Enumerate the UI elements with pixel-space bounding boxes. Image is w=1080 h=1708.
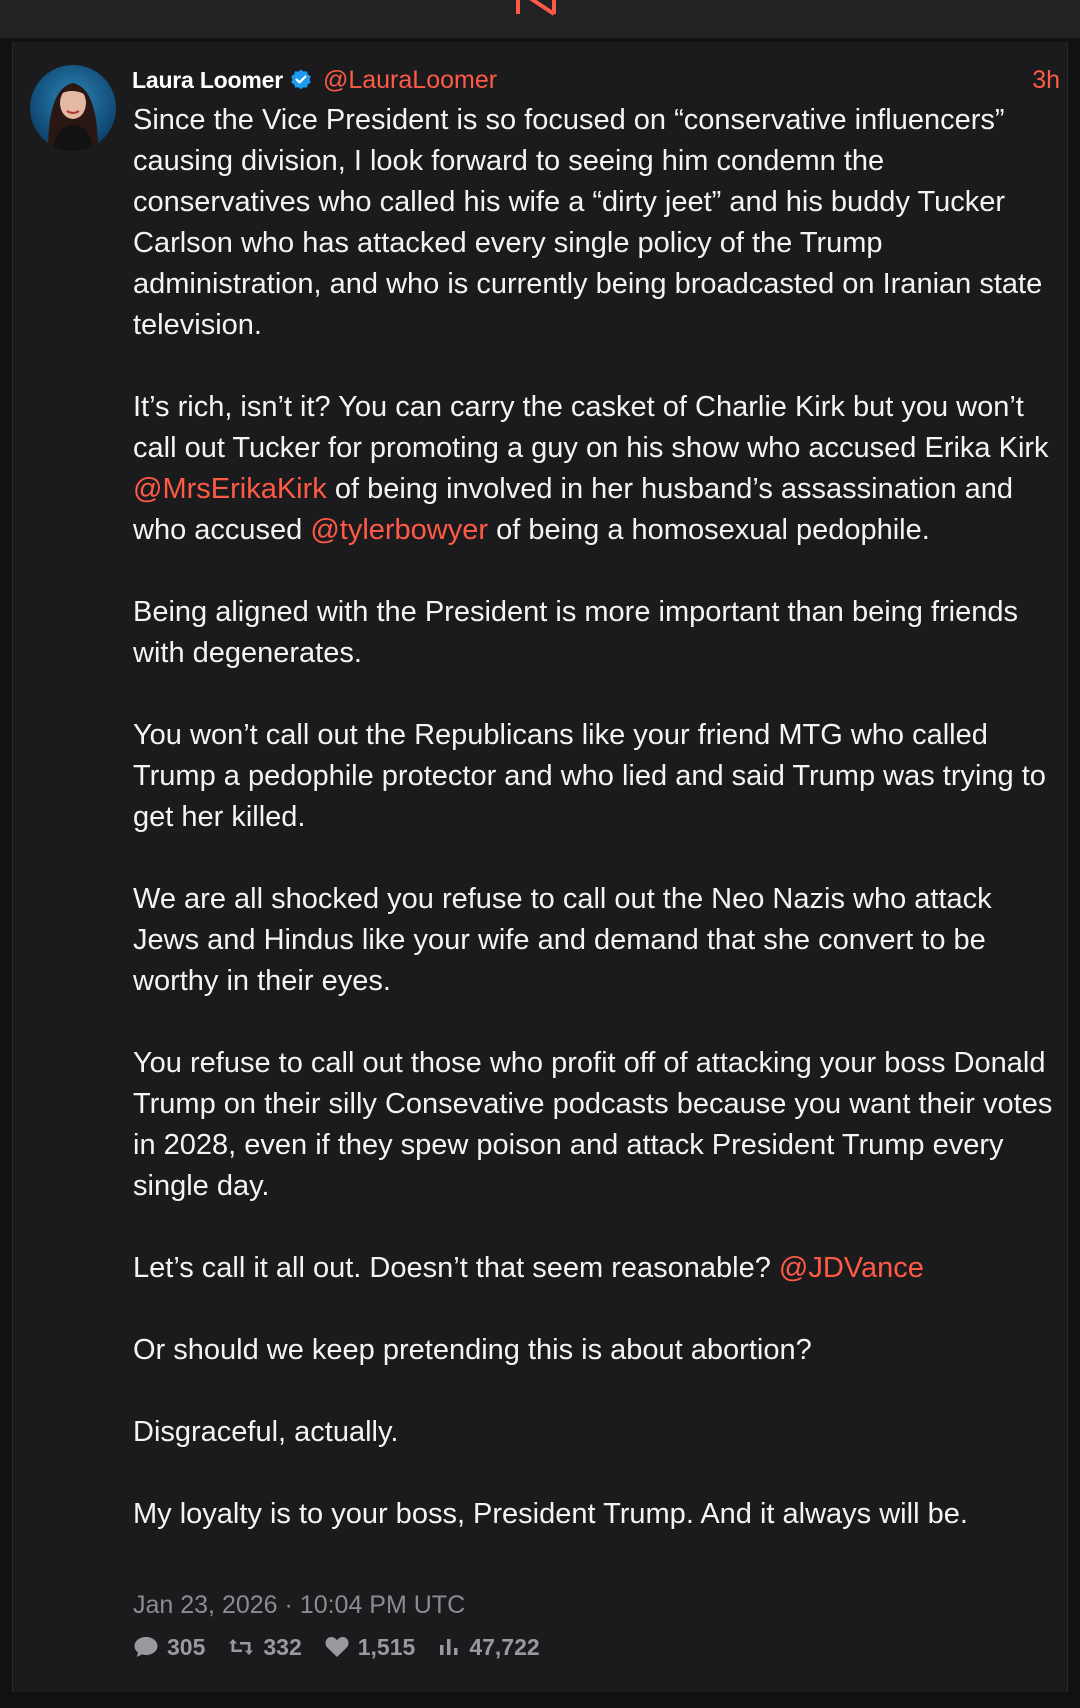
post-header [132, 60, 1060, 100]
post-paragraph [133, 387, 1063, 551]
mention-jdvance[interactable]: @JDVance [778, 1252, 924, 1284]
post-paragraph: You won’t call out the Republicans like your friend MTG who called Trump a pedophile protector and who lied and said Trump was trying to get her killed. [133, 719, 1046, 833]
like-stat[interactable] [324, 1634, 416, 1661]
view-count: 47,722 [469, 1633, 540, 1660]
reply-count: 305 [167, 1633, 206, 1660]
post-stats [133, 1632, 562, 1662]
bar-chart-icon [437, 1635, 461, 1659]
post-paragraph: Being aligned with the President is more important than being friends with degenerates. [133, 596, 1019, 669]
views-stat[interactable] [437, 1634, 539, 1661]
post-text: of being involved in her husband’s assassination and who accused [133, 473, 1014, 546]
post-paragraph: Disgraceful, actually. [133, 1416, 399, 1448]
post-paragraph: My loyalty is to your boss, President Trump. And it always will be. [133, 1498, 968, 1530]
reply-stat[interactable] [133, 1634, 205, 1661]
post-text: Let’s call it all out. Doesn’t that seem reasonable? [133, 1252, 779, 1284]
post-card [12, 42, 1068, 1692]
post-body [133, 100, 1063, 1535]
post-paragraph: We are all shocked you refuse to call out the Neo Nazis who attack Jews and Hindus like your wife and demand that she convert to be worthy in their eyes. [133, 883, 992, 997]
top-bar [0, 0, 1080, 38]
repost-icon [227, 1635, 255, 1659]
post-paragraph: You refuse to call out those who profit off of attacking your boss Donald Trump on their silly Consevative podcasts because you want their votes in 2028, even if they spew poison and attack President Trump every single day. [133, 1047, 1053, 1202]
post-time-ago[interactable]: 3h [1032, 65, 1060, 94]
mention-tylerbowyer[interactable]: @tylerbowyer [310, 514, 489, 546]
post-text: It’s rich, isn’t it? You can carry the casket of Charlie Kirk but you won’t call out Tucker for promoting a guy on his show who accused Erika Kirk [133, 391, 1049, 464]
repost-stat[interactable] [227, 1634, 301, 1661]
post-timestamp[interactable]: Jan 23, 2026 · 10:04 PM UTC [133, 1591, 466, 1619]
heart-icon [324, 1635, 350, 1659]
avatar[interactable] [30, 65, 116, 151]
post-paragraph: Since the Vice President is so focused on “conservative influencers” causing division, I look forward to seeing him condemn the conservatives who called his wife a “dirty jeet” and his buddy Tucker Carlson who has attacked every single policy of the Trump administration, and who is currently being broadcasted on Iranian state television. [133, 104, 1043, 341]
mention-mrserikakirk[interactable]: @MrsErikaKirk [133, 473, 327, 505]
author-handle[interactable]: @LauraLoomer [322, 65, 498, 94]
like-count: 1,515 [357, 1633, 416, 1660]
n-logo-icon[interactable] [514, 0, 562, 22]
author-display-name[interactable]: Laura Loomer [132, 66, 283, 93]
post-text: of being a homosexual pedophile. [488, 514, 930, 546]
repost-count: 332 [263, 1633, 302, 1660]
post-paragraph [133, 1248, 1063, 1289]
comment-icon [133, 1635, 159, 1659]
verified-badge-icon [289, 68, 313, 92]
post-paragraph: Or should we keep pretending this is about abortion? [133, 1334, 812, 1366]
